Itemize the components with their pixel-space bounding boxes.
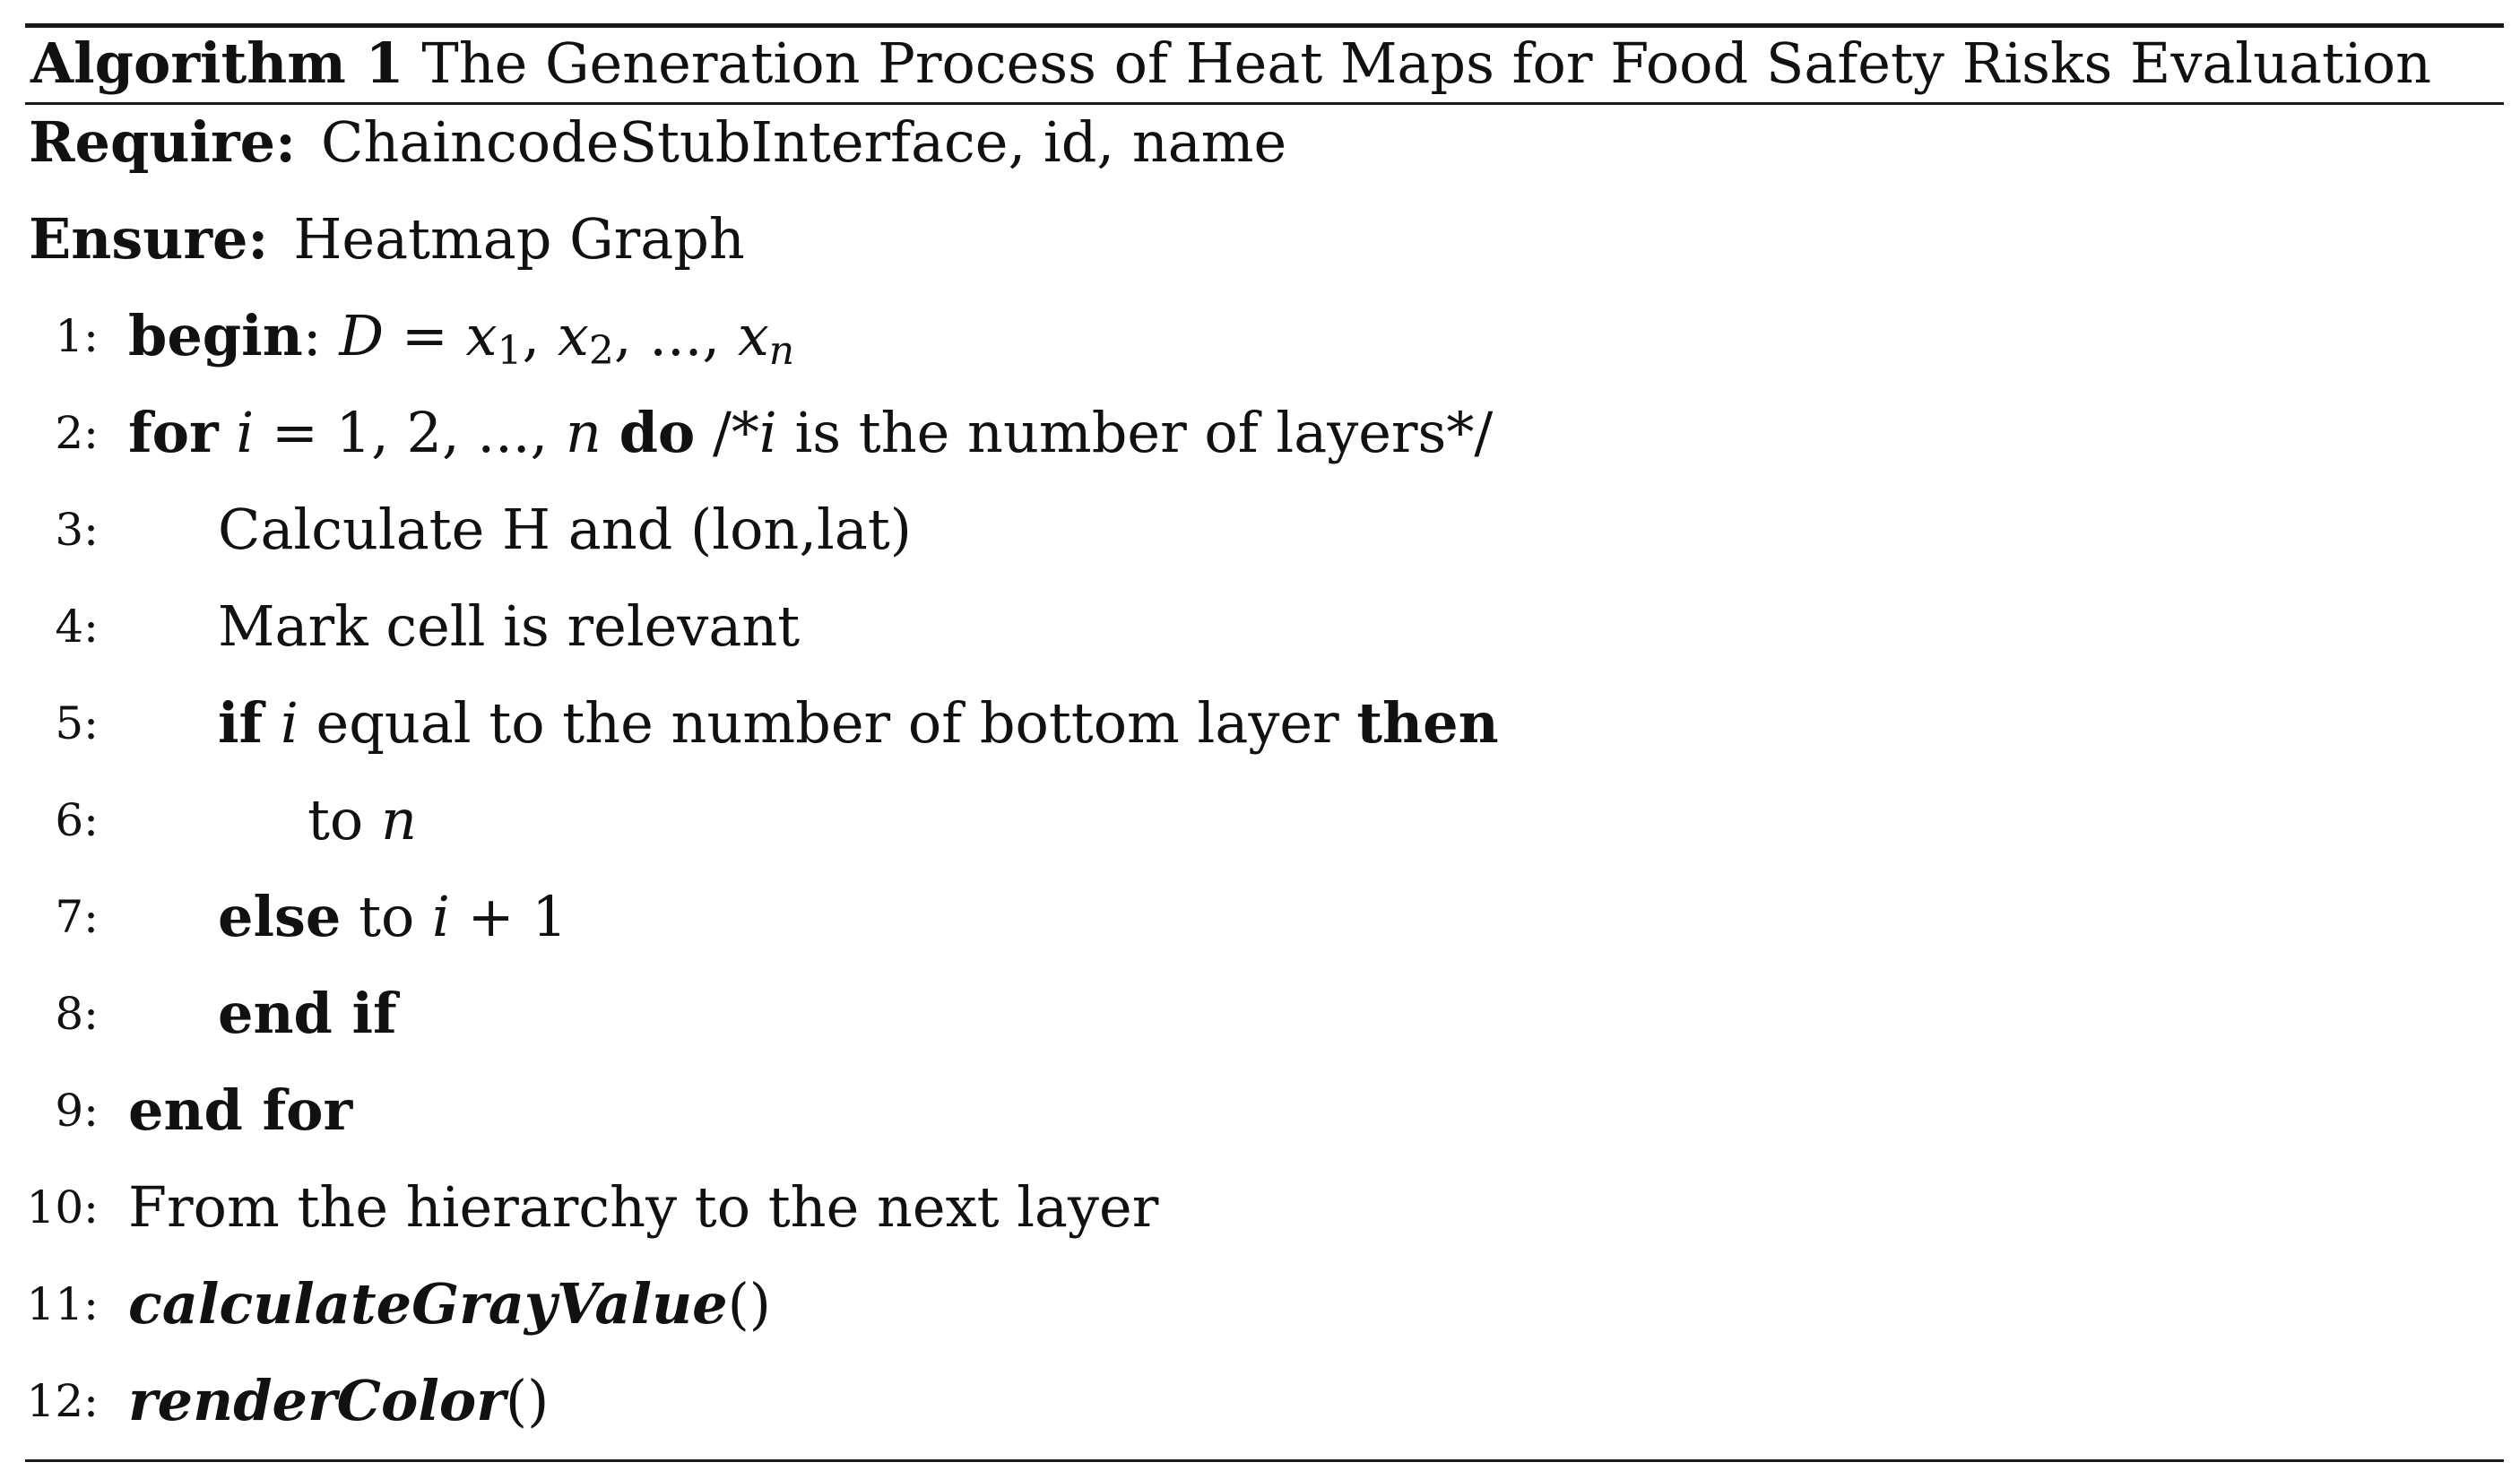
line-body — [128, 1370, 549, 1432]
function-name: calculateGrayValue — [128, 1271, 728, 1337]
math-var: i — [236, 400, 255, 465]
line-number: 6: — [55, 794, 99, 846]
line-body — [128, 303, 795, 374]
line-number: 8: — [55, 988, 99, 1040]
math-var: i — [280, 690, 299, 756]
line-number: 12: — [26, 1375, 99, 1427]
caption-label: Algorithm 1 — [30, 30, 404, 96]
line-body: Calculate H and (lon,lat) — [218, 497, 912, 562]
caption-title: The Generation Process of Heat Maps for Food Safety Risks Evaluation — [421, 30, 2432, 96]
algorithm-block — [25, 23, 2504, 1467]
line-number: 9: — [55, 1085, 99, 1137]
text-segment: + 1 — [449, 884, 567, 949]
keyword-end-for: end for — [128, 1077, 353, 1143]
keyword-else: else — [218, 884, 342, 949]
text-segment: : — [302, 303, 340, 368]
function-name: renderColor — [128, 1368, 506, 1433]
bottom-rule — [25, 1459, 2504, 1462]
comment-start: /* — [695, 400, 759, 465]
line-number: 1: — [55, 310, 99, 362]
top-rule — [25, 23, 2504, 28]
comment-text: is the number of layers*/ — [776, 400, 1494, 465]
require-label: Require: — [29, 109, 296, 175]
ensure-text: Heatmap Graph — [293, 206, 745, 272]
line-body: Mark cell is relevant — [218, 593, 801, 659]
line-number: 10: — [26, 1181, 99, 1233]
keyword-end-if: end if — [218, 981, 397, 1046]
math-var: n — [565, 400, 602, 465]
algorithm-caption — [30, 32, 2431, 95]
line-number: 3: — [55, 504, 99, 556]
math-var: n — [380, 787, 417, 852]
text-segment: = 1, 2, ..., — [254, 400, 566, 465]
keyword-begin: begin — [128, 303, 303, 368]
line-body — [128, 402, 1493, 464]
subscript: 1 — [497, 328, 523, 374]
line-number: 5: — [55, 697, 99, 749]
line-number: 2: — [55, 407, 99, 459]
text-segment: () — [727, 1271, 771, 1337]
keyword-do: do — [619, 400, 696, 465]
keyword-then: then — [1356, 690, 1499, 756]
line-body — [307, 789, 417, 852]
require-line — [29, 111, 1286, 174]
subscript: n — [768, 328, 795, 374]
text-segment: , — [522, 303, 558, 368]
line-body — [128, 1273, 771, 1336]
math-var: x — [465, 303, 498, 368]
math-var: i — [758, 400, 777, 465]
subscript: 2 — [588, 328, 614, 374]
caption-rule — [25, 102, 2504, 105]
text-segment: () — [505, 1368, 550, 1433]
ensure-label: Ensure: — [29, 206, 269, 272]
ensure-line — [29, 208, 745, 271]
math-var: D — [339, 303, 385, 368]
text-segment: equal to the number of bottom layer — [298, 690, 1357, 756]
text-segment: to — [307, 787, 381, 852]
line-number: 4: — [55, 601, 99, 653]
text-segment: to — [341, 884, 433, 949]
line-body — [218, 886, 567, 948]
text-segment: = — [384, 303, 466, 368]
keyword-for: for — [128, 400, 219, 465]
math-var: x — [737, 303, 769, 368]
keyword-if: if — [218, 690, 264, 756]
text-segment: , ..., — [613, 303, 738, 368]
math-var: i — [432, 884, 450, 949]
require-text: ChaincodeStubInterface, id, name — [320, 109, 1287, 175]
line-number: 11: — [26, 1278, 99, 1330]
line-body — [218, 692, 1499, 755]
line-body: From the hierarchy to the next layer — [128, 1174, 1159, 1240]
math-var: x — [557, 303, 589, 368]
line-number: 7: — [55, 891, 99, 943]
